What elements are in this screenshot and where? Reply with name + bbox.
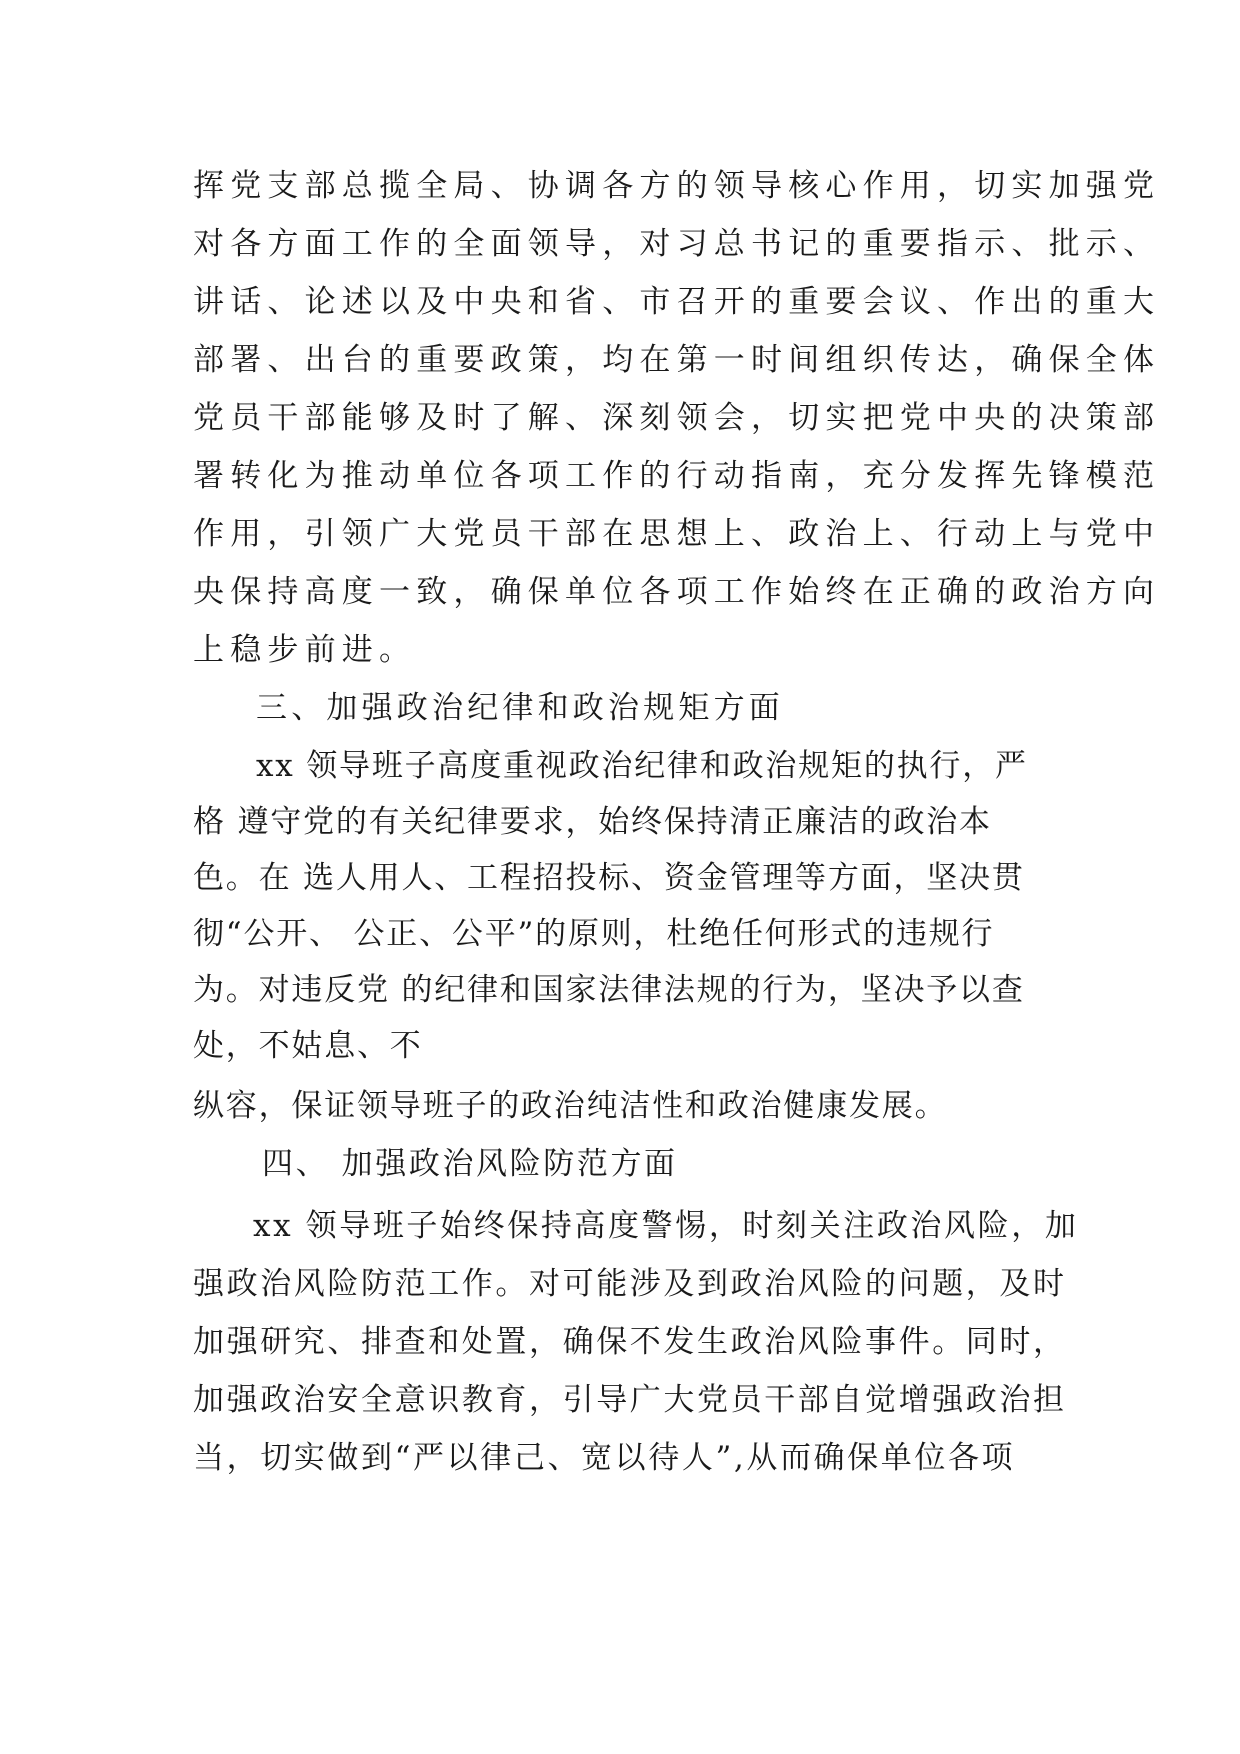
text-line: 格 遵守党的有关纪律要求，始终保持清正廉洁的政治本	[193, 804, 992, 840]
text-line: xx 领导班子高度重视政治纪律和政治规矩的执行，严	[256, 748, 1028, 784]
text-line: 加强研究、排查和处置，确保不发生政治风险事件。同时，	[193, 1324, 1067, 1360]
text-line: 部署、出台的重要政策，均在第一时间组织传达，确保全体	[193, 342, 1161, 378]
text-line: 上稳步前进。	[193, 632, 417, 668]
text-line: 作用，引领广大党员干部在思想上、政治上、行动上与党中	[193, 516, 1161, 552]
text-line: 党员干部能够及时了解、深刻领会，切实把党中央的决策部	[193, 400, 1161, 436]
text-line: 彻“公开、 公正、公平”的原则，杜绝任何形式的违规行	[193, 916, 995, 952]
text-line: 处，不姑息、不	[193, 1028, 423, 1064]
text-line: 挥党支部总揽全局、协调各方的领导核心作用，切实加强党	[193, 168, 1161, 204]
text-line: 为。对违反党 的纪律和国家法律法规的行为，坚决予以查	[193, 972, 1025, 1008]
section-heading-4: 四、 加强政治风险防范方面	[262, 1146, 678, 1182]
text-line: 讲话、论述以及中央和省、市召开的重要会议、作出的重大	[193, 284, 1161, 320]
text-line: 当，切实做到“严以律己、宽以待人”,从而确保单位各项	[193, 1440, 1016, 1476]
text-line: 加强政治安全意识教育，引导广大党员干部自觉增强政治担	[193, 1382, 1067, 1418]
text-line: 对各方面工作的全面领导，对习总书记的重要指示、批示、	[193, 226, 1161, 262]
text-line: 纵容，保证领导班子的政治纯洁性和政治健康发展。	[193, 1088, 948, 1124]
text-line: 色。在 选人用人、工程招投标、资金管理等方面，坚决贯	[193, 860, 1025, 896]
text-line: xx 领导班子始终保持高度警惕，时刻关注政治风险，加	[253, 1208, 1079, 1244]
text-line: 强政治风险防范工作。对可能涉及到政治风险的问题，及时	[193, 1266, 1067, 1302]
section-heading-3: 三、加强政治纪律和政治规矩方面	[256, 690, 784, 726]
text-line: 央保持高度一致，确保单位各项工作始终在正确的政治方向	[193, 574, 1161, 610]
text-line: 署转化为推动单位各项工作的行动指南，充分发挥先锋模范	[193, 458, 1161, 494]
